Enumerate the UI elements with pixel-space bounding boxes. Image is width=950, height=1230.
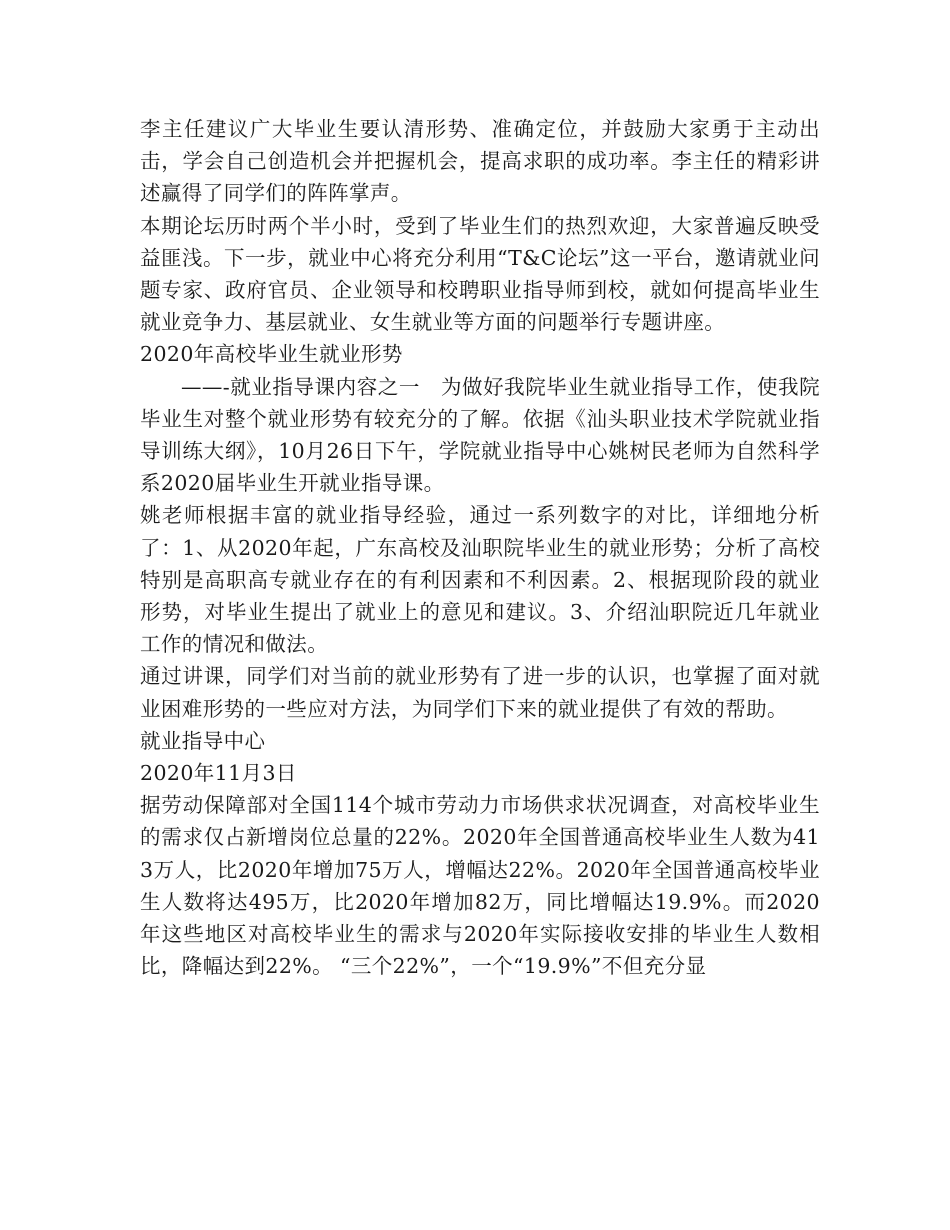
paragraph-forum-summary: 本期论坛历时两个半小时，受到了毕业生们的热烈欢迎，大家普遍反映受益匪浅。下一步，就业中心将充分利用“T&C论坛”这一平台，邀请就业问题专家、政府官员、企业领导和校聘职业指导师到校，就如何提高毕业生就业竞争力、基层就业、女生就业等方面的问题举行专题讲座。 — [140, 213, 820, 335]
signature-date: 2020年11月3日 — [140, 761, 297, 786]
paragraph-director-advice: 李主任建议广大毕业生要认清形势、准确定位，并鼓励大家勇于主动出击，学会自己创造机会并把握机会，提高求职的成功率。李主任的精彩讲述赢得了同学们的阵阵掌声。 — [140, 117, 820, 206]
paragraph-course-outcome: 通过讲课，同学们对当前的就业形势有了进一步的认识，也掌握了面对就业困难形势的一些应对方法，为同学们下来的就业提供了有效的帮助。 — [140, 664, 820, 721]
article-title: 2020年高校毕业生就业形势 — [140, 342, 403, 367]
signature-organization: 就业指导中心 — [140, 728, 266, 753]
paragraph-course-intro: ——-就业指导课内容之一 为做好我院毕业生就业指导工作，使我院毕业生对整个就业形势有较充分的了解。依据《汕头职业技术学院就业指导训练大纲》，10月26日下午，学院就业指导中心姚树民老师为自然科学系2020届毕业生开就业指导课。 — [140, 374, 820, 496]
paragraph-course-analysis: 姚老师根据丰富的就业指导经验，通过一系列数字的对比，详细地分析了：1、从2020年起，广东高校及汕职院毕业生的就业形势；分析了高校特别是高职高专就业存在的有利因素和不利因素。2、根据现阶段的就业形势，对毕业生提出了就业上的意见和建议。3、介绍汕职院近几年就业工作的情况和做法。 — [140, 503, 820, 657]
paragraph-employment-statistics: 据劳动保障部对全国114个城市劳动力市场供求状况调查，对高校毕业生的需求仅占新增岗位总量的22%。2020年全国普通高校毕业生人数为413万人，比2020年增加75万人，增幅达22%。2020年全国普通高校毕业生人数将达495万，比2020年增加82万，同比增幅达19.9%。而2020年这些地区对高校毕业生的需求与2020年实际接收安排的毕业生人数相比，降幅达到22%。 “三个22%”，一个“19.9%”不但充分显 — [140, 793, 820, 979]
document-body — [140, 113, 820, 982]
